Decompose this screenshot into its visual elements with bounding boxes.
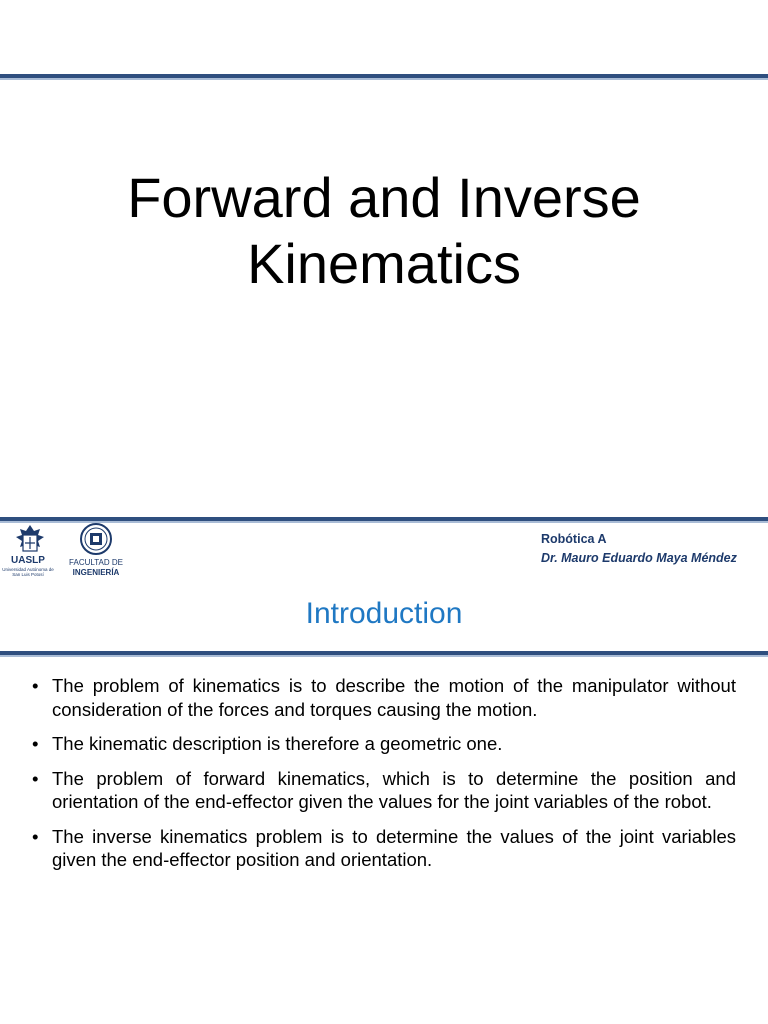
- ingenieria-logo-line-1: FACULTAD DE: [69, 558, 123, 567]
- course-name: Robótica A: [541, 532, 607, 546]
- bullet-text: The problem of forward kinematics, which is to determine the position and orientation of the end-effector given the values for the joint variables of the robot.: [52, 767, 736, 812]
- slide-title: [0, 165, 768, 297]
- section-title: Introduction: [305, 597, 463, 630]
- uaslp-logo-subtitle: Universidad Autónoma de San Luis Potosí: [2, 567, 54, 577]
- bullet-item: [32, 674, 736, 721]
- bullet-icon: •: [32, 825, 39, 847]
- instructor-name: Dr. Mauro Eduardo Maya Méndez: [541, 551, 737, 565]
- bullet-item: [32, 732, 736, 756]
- bullet-text: The inverse kinematics problem is to determine the values of the joint variables given the end-effector position and orientation.: [52, 825, 736, 870]
- bullet-icon: •: [32, 675, 39, 696]
- bullet-icon: •: [32, 767, 39, 789]
- bullet-text: The kinematic description is therefore a geometric one.: [52, 733, 503, 754]
- top-divider: [0, 74, 768, 80]
- bullet-icon: •: [32, 733, 39, 754]
- bullet-list: [32, 674, 736, 883]
- slide-title-line-1: Forward and Inverse: [127, 166, 641, 229]
- slide-title-line-2: Kinematics: [247, 232, 521, 295]
- bullet-text: The problem of kinematics is to describe the motion of the manipulator without consideration of the forces and torques causing the motion.: [52, 675, 736, 720]
- uaslp-logo-name: UASLP: [11, 555, 45, 566]
- bullet-item: [32, 825, 736, 872]
- ingenieria-logo-line-2: INGENIERÍA: [72, 568, 120, 577]
- header-bottom-divider: [0, 651, 768, 657]
- bullet-item: [32, 767, 736, 814]
